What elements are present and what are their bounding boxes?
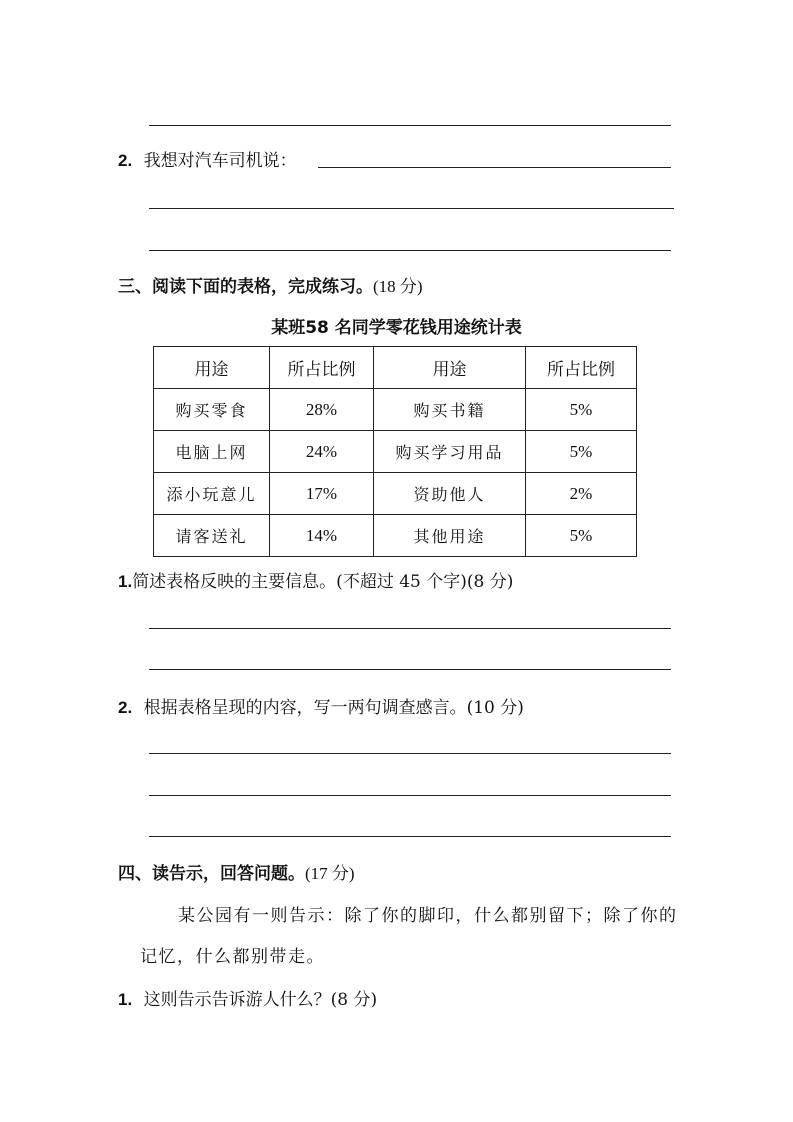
section-3-question-2 [118, 693, 524, 718]
percentage-cell: 5% [526, 515, 637, 557]
table-title: 某班58 名同学零花钱用途统计表 [271, 318, 522, 338]
percentage-cell: 2% [526, 473, 637, 515]
question-text: 我想对汽车司机说： [143, 151, 297, 171]
header-usage: 用途 [374, 347, 526, 389]
usage-cell: 购买学习用品 [374, 431, 526, 473]
answer-line[interactable] [149, 125, 671, 126]
header-usage: 用途 [154, 347, 270, 389]
section-4-title: 四、读告示，回答问题。 [118, 864, 305, 884]
section-3-heading [118, 272, 423, 297]
question-number: 2. [118, 151, 133, 170]
answer-line[interactable] [149, 795, 671, 796]
percentage-cell: 24% [270, 431, 374, 473]
section-4-heading [118, 859, 355, 884]
table-row [154, 473, 637, 515]
table-row [154, 389, 637, 431]
percentage-cell: 5% [526, 389, 637, 431]
usage-cell: 其他用途 [374, 515, 526, 557]
answer-line[interactable] [149, 836, 671, 837]
section-4-score: (17 分) [305, 864, 355, 883]
question-number: 1. [118, 990, 133, 1009]
usage-cell: 购买零食 [154, 389, 270, 431]
question-text: 这则告示告诉游人什么？(8 分) [143, 990, 378, 1010]
section-3-question-1 [118, 567, 513, 592]
header-percentage: 所占比例 [526, 347, 637, 389]
question-2-driver [118, 146, 297, 171]
answer-line[interactable] [149, 208, 674, 209]
notice-text-line-1: 某公园有一则告示：除了你的脚印，什么都别留下；除了你的 [178, 906, 678, 926]
answer-line[interactable] [149, 250, 671, 251]
usage-cell: 电脑上网 [154, 431, 270, 473]
usage-cell: 购买书籍 [374, 389, 526, 431]
question-text: 简述表格反映的主要信息。(不超过 45 个字)(8 分) [132, 572, 514, 592]
percentage-cell: 14% [270, 515, 374, 557]
answer-line[interactable] [149, 669, 671, 670]
answer-line[interactable] [149, 753, 671, 754]
table-row [154, 431, 637, 473]
usage-cell: 添小玩意儿 [154, 473, 270, 515]
usage-cell: 请客送礼 [154, 515, 270, 557]
notice-text-line-2: 记忆，什么都别带走。 [140, 947, 325, 967]
answer-line[interactable] [318, 167, 671, 168]
section-3-title: 三、阅读下面的表格，完成练习。 [118, 277, 373, 297]
section-3-score: (18 分) [373, 277, 423, 296]
percentage-cell: 28% [270, 389, 374, 431]
percentage-cell: 17% [270, 473, 374, 515]
question-text: 根据表格呈现的内容，写一两句调查感言。(10 分) [143, 698, 524, 718]
section-4-question-1 [118, 985, 377, 1010]
usage-cell: 资助他人 [374, 473, 526, 515]
allowance-usage-table [153, 346, 637, 557]
table-header-row [154, 347, 637, 389]
table-row [154, 515, 637, 557]
header-percentage: 所占比例 [270, 347, 374, 389]
percentage-cell: 5% [526, 431, 637, 473]
answer-line[interactable] [149, 628, 671, 629]
question-number: 1. [118, 572, 133, 591]
question-number: 2. [118, 698, 133, 717]
